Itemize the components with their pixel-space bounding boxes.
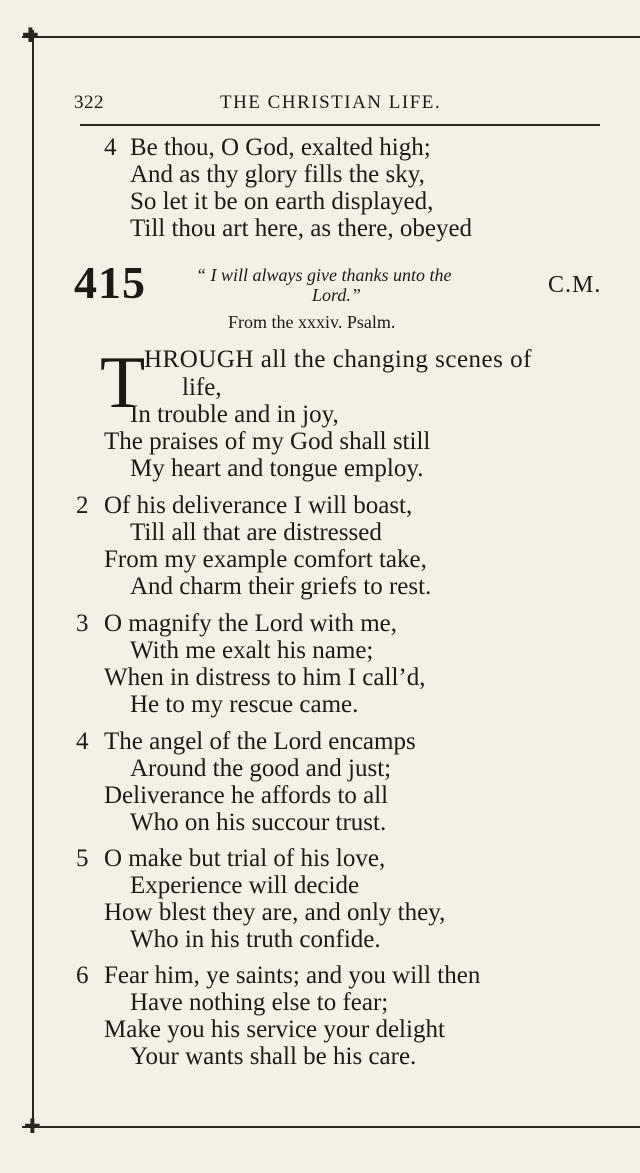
epigraph-line: Lord.” (312, 285, 361, 305)
verse-line: He to my rescue came. (130, 691, 359, 718)
page-number: 322 (74, 92, 104, 113)
verse-line: HROUGH all the changing scenes of (144, 346, 532, 373)
verse-line: How blest they are, and only they, (104, 899, 446, 926)
verse-line: Fear him, ye saints; and you will then (104, 962, 481, 989)
drop-cap: T (100, 342, 146, 424)
hymn-source: From the xxxiv. Psalm. (228, 312, 396, 332)
stanza-number: 3 (76, 610, 89, 637)
verse-line: From my example comfort take, (104, 546, 427, 573)
corner-cross-ornament-top: ✚ (22, 25, 39, 47)
verse-line: O magnify the Lord with me, (104, 610, 397, 637)
verse-line: O make but trial of his love, (104, 845, 386, 872)
verse-line: Have nothing else to fear; (130, 989, 389, 1016)
verse-line: Be thou, O God, exalted high; (130, 134, 431, 161)
verse-line: When in distress to him I call’d, (104, 664, 426, 691)
verse-line: And charm their griefs to rest. (130, 573, 432, 600)
verse-line: Who in his truth confide. (130, 926, 381, 953)
verse-line: Who on his succour trust. (130, 809, 387, 836)
verse-line: With me exalt his name; (130, 637, 374, 664)
stanza-number: 5 (76, 845, 89, 872)
verse-line: The angel of the Lord encamps (104, 728, 416, 755)
verse-line: In trouble and in joy, (130, 401, 339, 428)
verse-line: life, (182, 374, 222, 401)
bottom-border-rule (22, 1126, 640, 1128)
verse-line: My heart and tongue employ. (130, 455, 424, 482)
verse-line: Of his deliverance I will boast, (104, 492, 413, 519)
verse-line: And as thy glory fills the sky, (130, 161, 425, 188)
page-header (74, 92, 600, 118)
verse-line: Till all that are distressed (130, 519, 382, 546)
hymn-meter: C.M. (548, 272, 602, 298)
verse-line: Experience will decide (130, 872, 360, 899)
header-rule (80, 124, 600, 126)
stanza-number: 4 (76, 728, 89, 755)
hymn-number: 415 (74, 257, 146, 308)
verse-line: The praises of my God shall still (104, 428, 431, 455)
verse-line: Till thou art here, as there, obeyed (130, 215, 473, 242)
verse-line: Around the good and just; (130, 755, 392, 782)
stanza-number: 2 (76, 492, 89, 519)
left-margin-rule (32, 30, 34, 1128)
verse-line: Make you his service your delight (104, 1016, 445, 1043)
verse-line: Deliverance he affords to all (104, 782, 389, 809)
epigraph-line: “ I will always give thanks unto the (196, 265, 452, 285)
verse-line: So let it be on earth displayed, (130, 188, 434, 215)
corner-cross-ornament-bottom: ✚ (24, 1116, 41, 1138)
top-border-rule (22, 36, 640, 38)
stanza-number: 4 (104, 134, 117, 161)
verse-line: Your wants shall be his care. (130, 1043, 417, 1070)
stanza-number: 6 (76, 962, 89, 989)
running-title: THE CHRISTIAN LIFE. (220, 92, 442, 113)
